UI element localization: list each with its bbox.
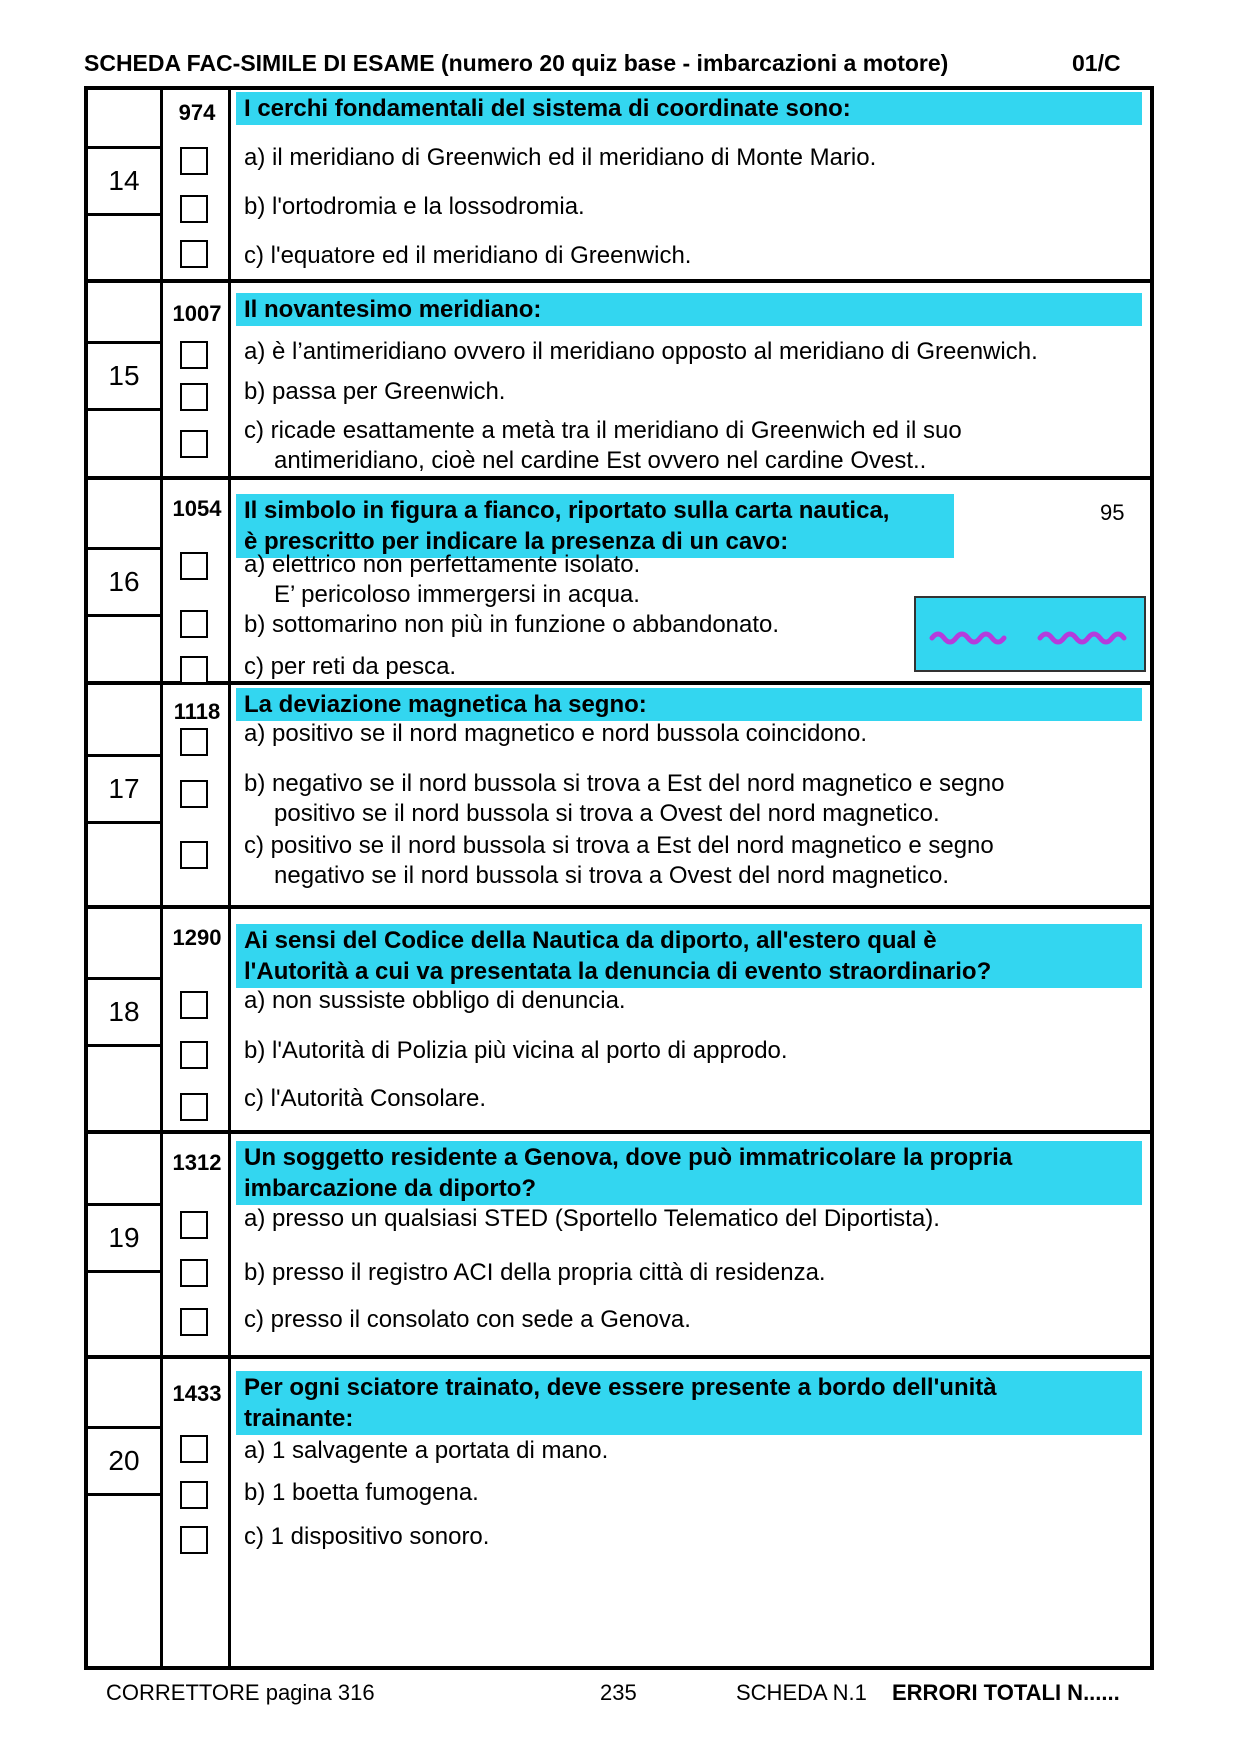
answer-a-checkbox[interactable]	[180, 728, 208, 756]
submarine-cable-symbol	[914, 596, 1146, 672]
answer-b-checkbox[interactable]	[180, 610, 208, 638]
question-id: 1007	[172, 301, 222, 326]
question-title: Un soggetto residente a Genova, dove può immatricolare la propria imbarcazione da diporto?	[236, 1141, 1142, 1205]
answer-a-checkbox[interactable]	[180, 1435, 208, 1463]
question-block-20	[88, 1359, 1150, 1666]
answer-a: a) il meridiano di Greenwich ed il meridiano di Monte Mario.	[244, 144, 877, 171]
answer-a-checkbox[interactable]	[180, 147, 208, 175]
answer-a-checkbox[interactable]	[180, 1211, 208, 1239]
question-block-18	[88, 909, 1150, 1134]
question-number: 20	[88, 1426, 160, 1496]
answer-b: b) presso il registro ACI della propria città di residenza.	[244, 1259, 826, 1286]
footer-errori: ERRORI TOTALI N......	[892, 1680, 1120, 1705]
answer-a: a) non sussiste obbligo di denuncia.	[244, 987, 626, 1014]
answer-b-checkbox[interactable]	[180, 1259, 208, 1287]
answer-b-checkbox[interactable]	[180, 1041, 208, 1069]
question-number: 18	[88, 977, 160, 1047]
question-id: 1312	[172, 1150, 222, 1175]
question-block-19	[88, 1134, 1150, 1359]
figure-number: 95	[1100, 500, 1125, 525]
question-id: 1054	[172, 496, 222, 521]
question-block-14	[88, 90, 1150, 283]
answer-a-checkbox[interactable]	[180, 341, 208, 369]
question-id: 1118	[173, 699, 221, 724]
answer-c-checkbox[interactable]	[180, 1308, 208, 1336]
sheet-header	[84, 46, 1164, 80]
answer-a: a) 1 salvagente a portata di mano.	[244, 1437, 609, 1464]
page-number: 235	[600, 1680, 637, 1705]
answer-b: b) l'Autorità di Polizia più vicina al porto di approdo.	[244, 1037, 788, 1064]
answer-b-checkbox[interactable]	[180, 1481, 208, 1509]
question-title: La deviazione magnetica ha segno:	[236, 688, 1142, 721]
answer-a-checkbox[interactable]	[180, 991, 208, 1019]
question-number: 19	[88, 1203, 160, 1273]
answer-b: b) negativo se il nord bussola si trova a Est del nord magnetico e segno positivo se il nord bussola si trova a Ovest del nord magnetico.	[244, 770, 1005, 827]
answer-c: c) 1 dispositivo sonoro.	[244, 1523, 490, 1550]
footer-scheda: SCHEDA N.1	[736, 1680, 867, 1705]
question-number: 17	[88, 754, 160, 824]
answer-c-checkbox[interactable]	[180, 841, 208, 869]
sheet-code: 01/C	[1072, 50, 1121, 76]
footer-correttore: CORRETTORE pagina 316	[106, 1680, 375, 1705]
answer-c-checkbox[interactable]	[180, 656, 208, 684]
answer-c-checkbox[interactable]	[180, 430, 208, 458]
answer-b: b) l'ortodromia e la lossodromia.	[244, 193, 585, 220]
answer-b-checkbox[interactable]	[180, 195, 208, 223]
answer-c: c) ricade esattamente a metà tra il meridiano di Greenwich ed il suo antimeridiano, cioè nel cardine Est ovvero nel cardine Ovest..	[244, 417, 962, 474]
question-number: 16	[88, 547, 160, 617]
question-id: 974	[178, 100, 216, 125]
question-title: I cerchi fondamentali del sistema di coordinate sono:	[236, 92, 1142, 125]
answer-b: b) passa per Greenwich.	[244, 378, 506, 405]
answer-c: c) presso il consolato con sede a Genova.	[244, 1306, 691, 1333]
answer-a-checkbox[interactable]	[180, 552, 208, 580]
answer-a: a) presso un qualsiasi STED (Sportello Telematico del Diportista).	[244, 1205, 940, 1232]
answer-a: a) elettrico non perfettamente isolato. E’ pericoloso immergersi in acqua.	[244, 551, 641, 608]
answer-c: c) positivo se il nord bussola si trova a Est del nord magnetico e segno negativo se il nord bussola si trova a Ovest del nord magnetico.	[244, 832, 994, 889]
sheet-title: SCHEDA FAC-SIMILE DI ESAME (numero 20 quiz base - imbarcazioni a motore)	[84, 50, 949, 76]
answer-a: a) è l’antimeridiano ovvero il meridiano opposto al meridiano di Greenwich.	[244, 338, 1038, 365]
question-number: 14	[88, 146, 160, 216]
answer-b-checkbox[interactable]	[180, 780, 208, 808]
question-block-16	[88, 480, 1150, 685]
answer-b: b) 1 boetta fumogena.	[244, 1479, 479, 1506]
answer-c-checkbox[interactable]	[180, 240, 208, 268]
answer-c-checkbox[interactable]	[180, 1526, 208, 1554]
answer-c: c) per reti da pesca.	[244, 653, 457, 680]
answer-a: a) positivo se il nord magnetico e nord bussola coincidono.	[244, 720, 868, 747]
question-title: Per ogni sciatore trainato, deve essere presente a bordo dell'unità trainante:	[236, 1371, 1142, 1435]
question-id: 1290	[172, 925, 222, 950]
question-id: 1433	[172, 1381, 222, 1406]
question-title: Il novantesimo meridiano:	[236, 293, 1142, 326]
quiz-sheet	[84, 86, 1154, 1670]
answer-b-checkbox[interactable]	[180, 383, 208, 411]
question-title: Il simbolo in figura a fianco, riportato sulla carta nautica, è prescritto per indicare la presenza di un cavo:	[236, 494, 954, 558]
question-title: Ai sensi del Codice della Nautica da diporto, all'estero qual è l'Autorità a cui va presentata la denuncia di evento straordinario?	[236, 924, 1142, 988]
answer-c: c) l'Autorità Consolare.	[244, 1085, 487, 1112]
question-number: 15	[88, 341, 160, 411]
sheet-footer	[0, 1670, 1240, 1716]
question-block-17	[88, 685, 1150, 909]
answer-c-checkbox[interactable]	[180, 1093, 208, 1121]
question-block-15	[88, 283, 1150, 480]
answer-b: b) sottomarino non più in funzione o abbandonato.	[244, 611, 780, 638]
answer-c: c) l'equatore ed il meridiano di Greenwich.	[244, 242, 692, 269]
